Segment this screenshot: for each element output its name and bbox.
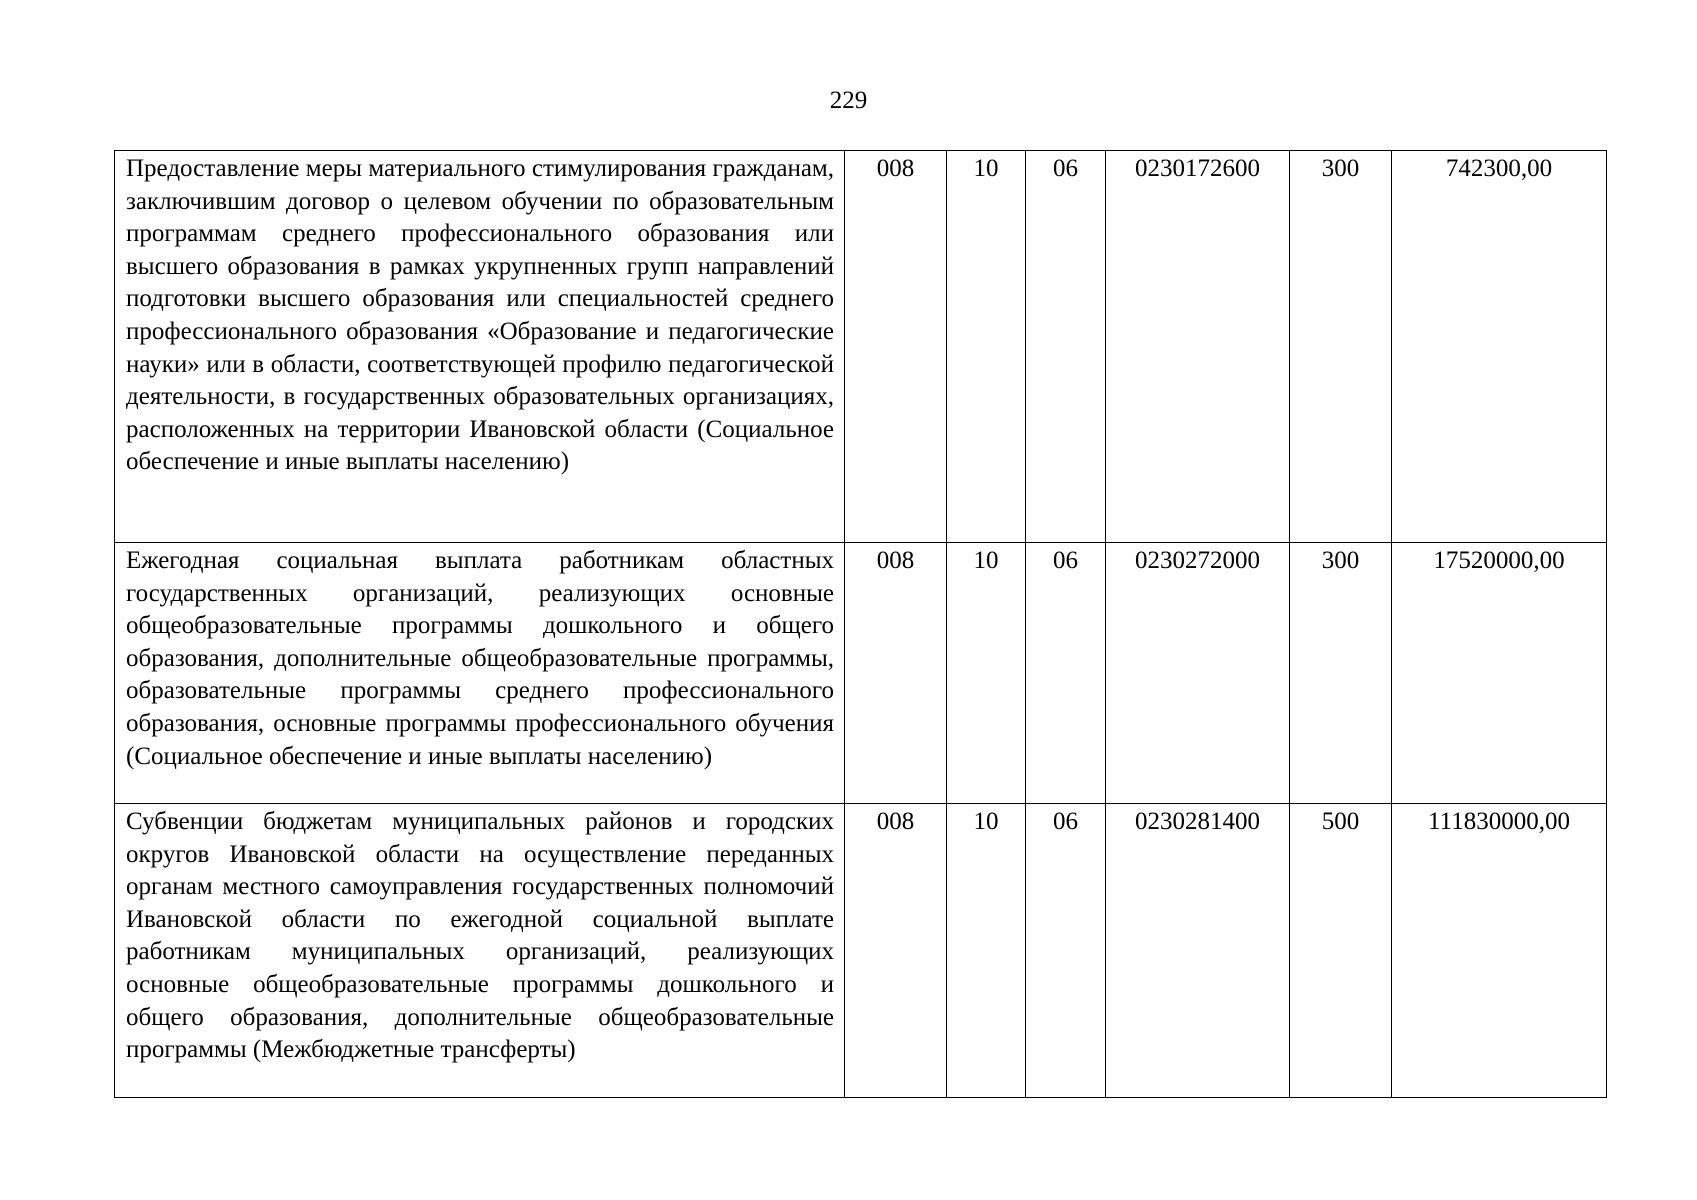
expense-description: Субвенции бюджетам муниципальных районов и городских округов Ивановской области на осуществление переданных органам местного самоуправления государственных полномочий Ивановской области по ежегодной социальной выплате работникам муниципальных организаций, реализующих основные общеобразовательные программы дошкольного и общего образования, дополнительные общеобразовательные программы (Межбюджетные трансферты) xyxy=(115,804,845,1098)
expense-description: Предоставление меры материального стимулирования гражданам, заключившим договор о целевом обучении по образовательным программам среднего профессионального образования или высшего образования в рамках укрупненных групп направлений подготовки высшего образования или специальностей среднего профессионального образования «Образование и педагогические науки» или в области, соответствующей профилю педагогической деятельности, в государственных образовательных организациях, расположенных на территории Ивановской области (Социальное обеспечение и иные выплаты населению) xyxy=(115,151,845,543)
section-code: 10 xyxy=(947,151,1026,543)
section-code: 10 xyxy=(947,804,1026,1098)
budget-table xyxy=(114,150,1607,1098)
target-article-code: 0230281400 xyxy=(1106,804,1290,1098)
amount: 17520000,00 xyxy=(1392,543,1607,804)
amount: 742300,00 xyxy=(1392,151,1607,543)
ministry-code: 008 xyxy=(845,151,947,543)
expense-type-code: 300 xyxy=(1290,543,1392,804)
expense-description: Ежегодная социальная выплата работникам областных государственных организаций, реализующих основные общеобразовательные программы дошкольного и общего образования, дополнительные общеобразовательные программы, образовательные программы среднего профессионального образования, основные программы профессионального обучения (Социальное обеспечение и иные выплаты населению) xyxy=(115,543,845,804)
subsection-code: 06 xyxy=(1026,543,1106,804)
section-code: 10 xyxy=(947,543,1026,804)
table-row xyxy=(115,804,1607,1098)
ministry-code: 008 xyxy=(845,804,947,1098)
subsection-code: 06 xyxy=(1026,804,1106,1098)
amount: 111830000,00 xyxy=(1392,804,1607,1098)
page-number: 229 xyxy=(829,87,868,114)
table-row xyxy=(115,543,1607,804)
target-article-code: 0230272000 xyxy=(1106,543,1290,804)
expense-type-code: 300 xyxy=(1290,151,1392,543)
target-article-code: 0230172600 xyxy=(1106,151,1290,543)
subsection-code: 06 xyxy=(1026,151,1106,543)
table-row xyxy=(115,151,1607,543)
expense-type-code: 500 xyxy=(1290,804,1392,1098)
ministry-code: 008 xyxy=(845,543,947,804)
